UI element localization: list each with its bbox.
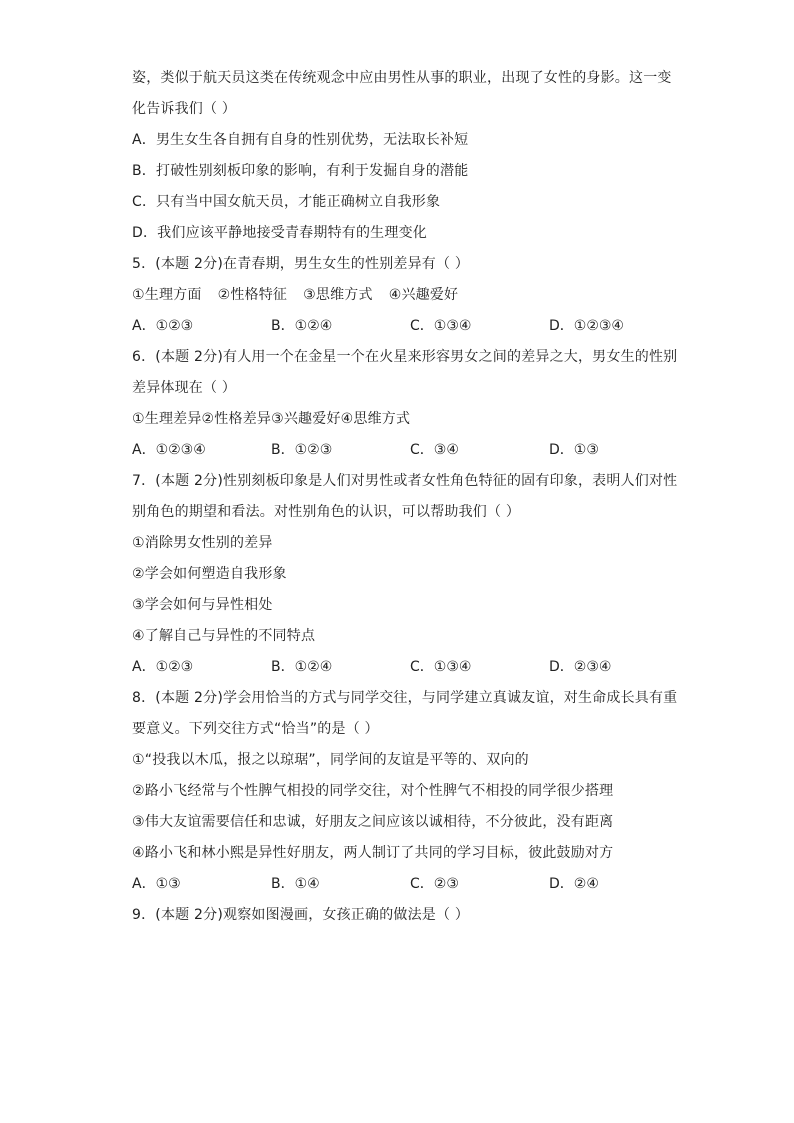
statement-items-row [132, 280, 672, 311]
statement-item: ①生理方面 [132, 287, 202, 303]
text-line: 6．(本题 2分)有人用一个在金星一个在火星来形容男女之间的差异之大，男女生的性别 [132, 349, 678, 365]
text-line: ③学会如何与异性相处 [132, 597, 273, 613]
text-line: 姿，类似于航天员这类在传统观念中应由男性从事的职业，出现了女性的身影。这一变 [132, 70, 672, 86]
answer-option: B．①②④ [271, 659, 333, 675]
text-line: 7．(本题 2分)性别刻板印象是人们对男性或者女性角色特征的固有印象，表明人们对性 [132, 473, 678, 489]
text-line: 9．(本题 2分)观察如图漫画，女孩正确的做法是（ ） [132, 907, 470, 923]
text-line: C．只有当中国女航天员，才能正确树立自我形象 [132, 194, 441, 210]
answer-option: A．①②③ [132, 659, 194, 675]
answer-option: D．①③ [549, 442, 599, 458]
answer-option: C．③④ [410, 442, 459, 458]
statement-item: ③思维方式 [303, 287, 373, 303]
statement-item: ④兴趣爱好 [388, 287, 459, 303]
answer-option: C．①③④ [410, 659, 472, 675]
answer-option: A．①②③④ [132, 442, 206, 458]
answer-options-row [132, 435, 672, 466]
text-line: ④了解自己与异性的不同特点 [132, 628, 316, 644]
answer-option: C．②③ [410, 876, 459, 892]
text-line: B．打破性别刻板印象的影响，有利于发掘自身的潜能 [132, 163, 469, 179]
text-line: ①消除男女性别的差异 [132, 535, 273, 551]
answer-options-row [132, 652, 672, 683]
text-line: D．我们应该平静地接受青春期特有的生理变化 [132, 225, 427, 241]
text-line: 别角色的期望和看法。对性别角色的认识，可以帮助我们（ ） [132, 504, 521, 520]
answer-options-row [132, 869, 672, 900]
text-line: 要意义。下列交往方式“恰当”的是（ ） [132, 721, 379, 737]
answer-option: B．①④ [271, 876, 320, 892]
text-line: 5．(本题 2分)在青春期，男生女生的性别差异有（ ） [132, 256, 470, 272]
answer-option: B．①②④ [271, 318, 333, 334]
text-line: 差异体现在（ ） [132, 380, 237, 396]
text-line: ②学会如何塑造自我形象 [132, 566, 287, 582]
statement-item: ②性格特征 [217, 287, 288, 303]
text-line: ②路小飞经常与个性脾气相投的同学交往，对个性脾气不相投的同学很少搭理 [132, 783, 614, 799]
text-line: 化告诉我们（ ） [132, 101, 237, 117]
text-line: ④路小飞和林小熙是异性好朋友，两人制订了共同的学习目标，彼此鼓励对方 [132, 845, 614, 861]
answer-option: D．①②③④ [549, 318, 624, 334]
answer-option: A．①②③ [132, 318, 194, 334]
answer-option: D．②③④ [549, 659, 612, 675]
text-line: A．男生女生各自拥有自身的性别优势，无法取长补短 [132, 132, 469, 148]
answer-option: D．②④ [549, 876, 599, 892]
text-line: ①“投我以木瓜，报之以琼琚”，同学间的友谊是平等的、双向的 [132, 752, 529, 768]
text-line: ①生理差异②性格差异③兴趣爱好④思维方式 [132, 411, 411, 427]
answer-option: B．①②③ [271, 442, 333, 458]
answer-options-row [132, 311, 672, 342]
question-content [132, 63, 678, 931]
text-line: 8．(本题 2分)学会用恰当的方式与同学交往，与同学建立真诚友谊，对生命成长具有重 [132, 690, 678, 706]
answer-option: A．①③ [132, 876, 181, 892]
answer-option: C．①③④ [410, 318, 472, 334]
text-line: ③伟大友谊需要信任和忠诚，好朋友之间应该以诚相待，不分彼此，没有距离 [132, 814, 614, 830]
